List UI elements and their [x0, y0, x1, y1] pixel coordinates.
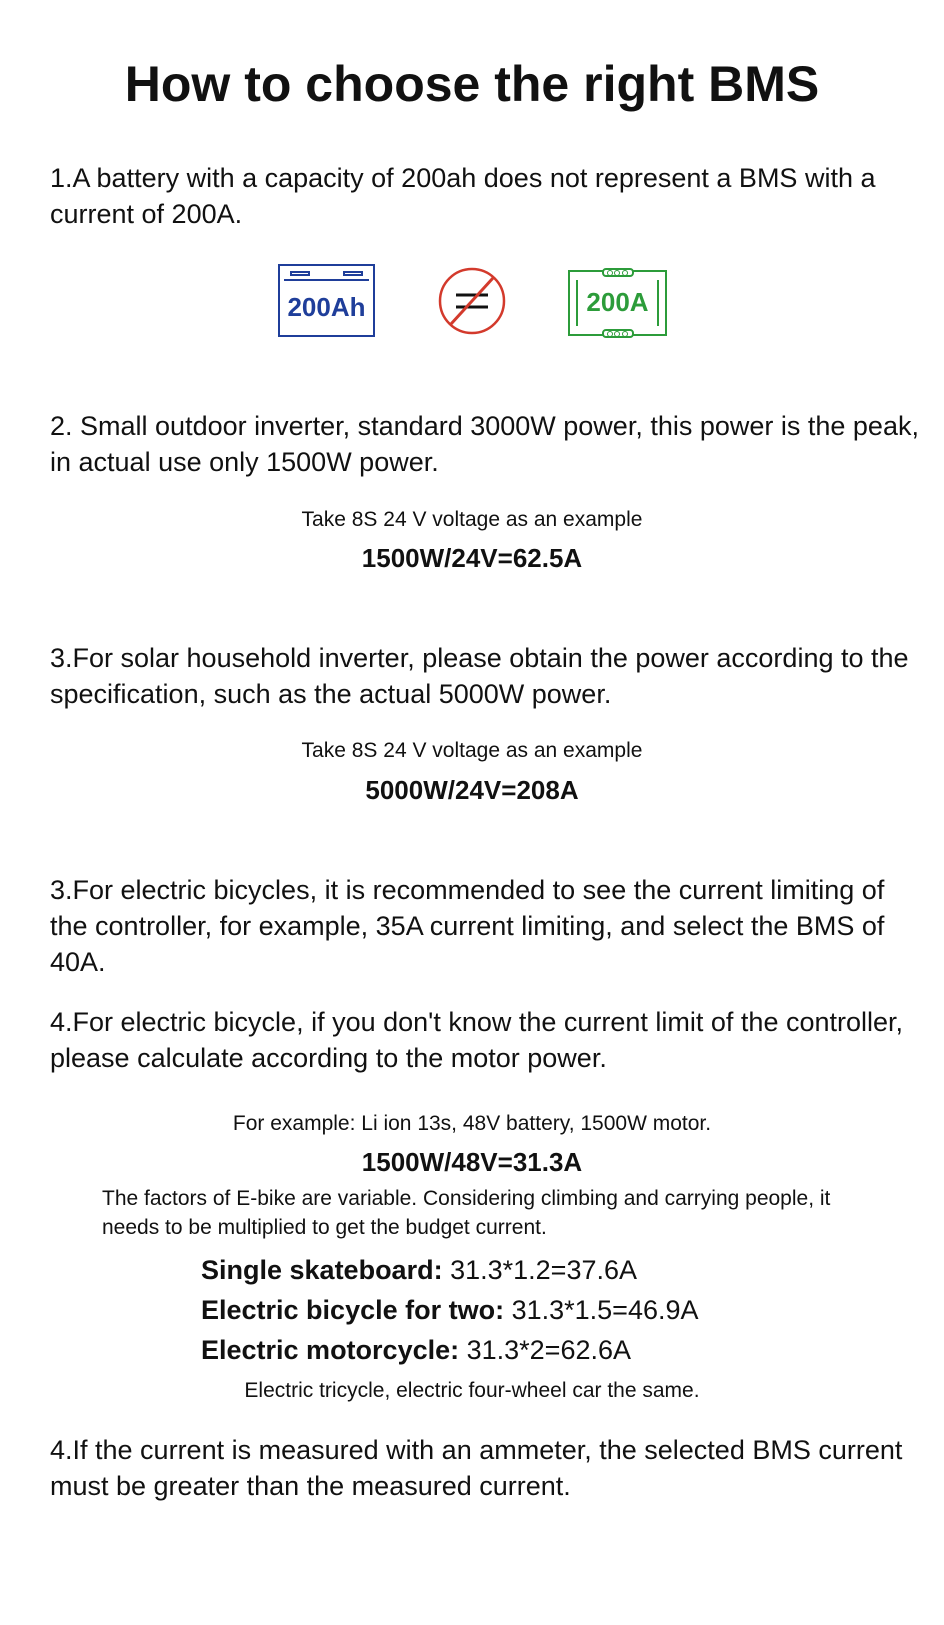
motor-power-formula: 1500W/48V=31.3A	[361, 1147, 583, 1177]
motor-power-paragraph: 4.For electric bicycle, if you don't know the current limit of the controller, please calculate according to the motor power.	[50, 1007, 904, 1073]
outdoor-inverter-formula: 1500W/24V=62.5A	[361, 543, 583, 573]
calc-label: Electric bicycle for two:	[201, 1295, 505, 1325]
outdoor-inverter-note: Take 8S 24 V voltage as an example	[301, 508, 643, 531]
calc-single-skateboard	[201, 1251, 637, 1289]
calc-value: 31.3*1.2=37.6A	[442, 1255, 637, 1285]
calc-value: 31.3*1.5=46.9A	[504, 1295, 699, 1325]
calc-value: 31.3*2=62.6A	[459, 1335, 632, 1365]
page-title: How to choose the right BMS	[124, 56, 820, 112]
calc-bicycle-for-two	[201, 1291, 699, 1329]
solar-inverter-formula: 5000W/24V=208A	[365, 775, 579, 805]
outdoor-inverter-paragraph: 2. Small outdoor inverter, standard 3000W power, this power is the peak, in actual use only 1500W power.	[50, 411, 919, 477]
bms-current-label: 200A	[586, 287, 649, 317]
solar-inverter-note: Take 8S 24 V voltage as an example	[301, 739, 643, 762]
battery-capacity-paragraph: 1.A battery with a capacity of 200ah does not represent a BMS with a current of 200A.	[50, 163, 876, 229]
bms-board-icon	[568, 270, 667, 336]
solar-inverter-paragraph: 3.For solar household inverter, please obtain the power according to the specification, such as the actual 5000W power.	[50, 643, 909, 709]
not-equal-icon	[437, 266, 507, 336]
electric-bicycle-controller-paragraph: 3.For electric bicycles, it is recommended to see the current limiting of the controller, for example, 35A current limiting, and select the BMS of 40A.	[50, 875, 885, 977]
battery-icon	[278, 264, 375, 337]
motor-power-example: For example: Li ion 13s, 48V battery, 1500W motor.	[232, 1112, 712, 1135]
tricycle-note: Electric tricycle, electric four-wheel car the same.	[244, 1379, 700, 1402]
calc-electric-motorcycle	[201, 1331, 631, 1369]
ammeter-paragraph: 4.If the current is measured with an ammeter, the selected BMS current must be greater than the measured current.	[50, 1435, 903, 1501]
battery-capacity-label: 200Ah	[287, 292, 366, 322]
ebike-factors-note: The factors of E-bike are variable. Considering climbing and carrying people, it needs to be multiplied to get the budget current.	[102, 1187, 831, 1239]
calc-label: Electric motorcycle:	[201, 1335, 460, 1365]
calc-label: Single skateboard:	[201, 1255, 443, 1285]
